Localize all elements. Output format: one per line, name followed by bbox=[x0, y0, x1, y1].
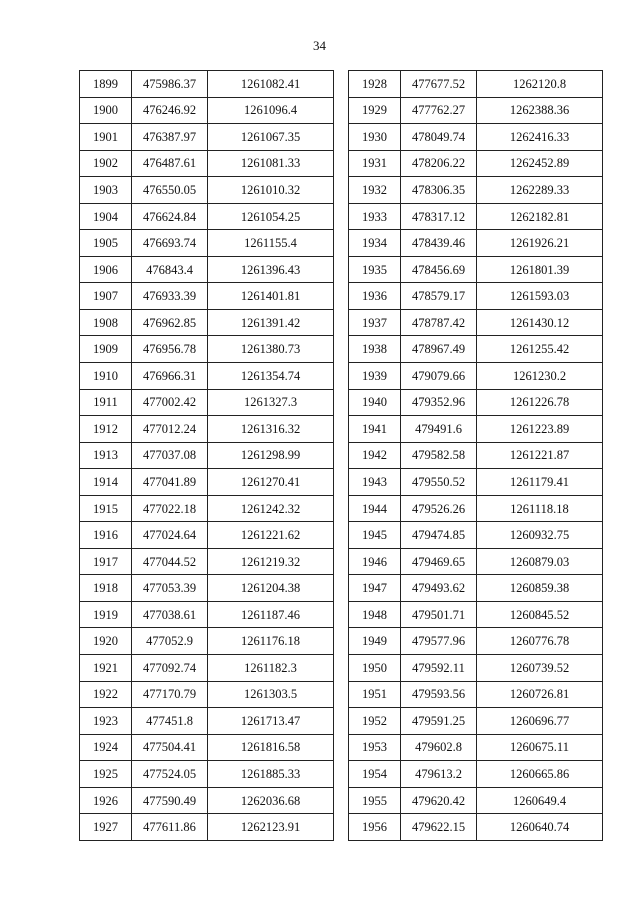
table-row bbox=[80, 495, 334, 522]
x-coordinate-cell: 476246.92 bbox=[132, 97, 208, 124]
x-coordinate-cell: 476387.97 bbox=[132, 124, 208, 151]
x-coordinate-cell: 479620.42 bbox=[401, 787, 477, 814]
x-coordinate-cell: 476624.84 bbox=[132, 203, 208, 230]
table-row bbox=[80, 177, 334, 204]
point-number-cell: 1927 bbox=[80, 814, 132, 841]
table-row bbox=[349, 389, 603, 416]
x-coordinate-cell: 477611.86 bbox=[132, 814, 208, 841]
table-row bbox=[80, 708, 334, 735]
y-coordinate-cell: 1261396.43 bbox=[208, 256, 334, 283]
point-number-cell: 1930 bbox=[349, 124, 401, 151]
table-row bbox=[80, 230, 334, 257]
y-coordinate-cell: 1260649.4 bbox=[477, 787, 603, 814]
table-row bbox=[349, 336, 603, 363]
point-number-cell: 1917 bbox=[80, 548, 132, 575]
table-row bbox=[349, 814, 603, 841]
point-number-cell: 1904 bbox=[80, 203, 132, 230]
table-row bbox=[349, 124, 603, 151]
point-number-cell: 1937 bbox=[349, 309, 401, 336]
x-coordinate-cell: 479613.2 bbox=[401, 761, 477, 788]
point-number-cell: 1921 bbox=[80, 655, 132, 682]
table-row bbox=[349, 734, 603, 761]
y-coordinate-cell: 1261713.47 bbox=[208, 708, 334, 735]
table-row bbox=[349, 150, 603, 177]
point-number-cell: 1939 bbox=[349, 363, 401, 390]
table-row bbox=[80, 363, 334, 390]
table-row bbox=[80, 389, 334, 416]
x-coordinate-cell: 479526.26 bbox=[401, 495, 477, 522]
table-row bbox=[80, 97, 334, 124]
point-number-cell: 1908 bbox=[80, 309, 132, 336]
y-coordinate-cell: 1261221.62 bbox=[208, 522, 334, 549]
point-number-cell: 1920 bbox=[80, 628, 132, 655]
y-coordinate-cell: 1261593.03 bbox=[477, 283, 603, 310]
y-coordinate-cell: 1261298.99 bbox=[208, 442, 334, 469]
x-coordinate-cell: 479622.15 bbox=[401, 814, 477, 841]
x-coordinate-cell: 479469.65 bbox=[401, 548, 477, 575]
point-number-cell: 1914 bbox=[80, 469, 132, 496]
point-number-cell: 1923 bbox=[80, 708, 132, 735]
point-number-cell: 1954 bbox=[349, 761, 401, 788]
table-row bbox=[349, 416, 603, 443]
x-coordinate-cell: 479577.96 bbox=[401, 628, 477, 655]
point-number-cell: 1935 bbox=[349, 256, 401, 283]
x-coordinate-cell: 476550.05 bbox=[132, 177, 208, 204]
y-coordinate-cell: 1261187.46 bbox=[208, 601, 334, 628]
point-number-cell: 1948 bbox=[349, 601, 401, 628]
y-coordinate-cell: 1261096.4 bbox=[208, 97, 334, 124]
table-row bbox=[349, 601, 603, 628]
x-coordinate-cell: 477002.42 bbox=[132, 389, 208, 416]
y-coordinate-cell: 1261316.32 bbox=[208, 416, 334, 443]
point-number-cell: 1918 bbox=[80, 575, 132, 602]
y-coordinate-cell: 1260665.86 bbox=[477, 761, 603, 788]
y-coordinate-cell: 1260776.78 bbox=[477, 628, 603, 655]
y-coordinate-cell: 1260879.03 bbox=[477, 548, 603, 575]
table-row bbox=[349, 522, 603, 549]
x-coordinate-cell: 479592.11 bbox=[401, 655, 477, 682]
point-number-cell: 1929 bbox=[349, 97, 401, 124]
x-coordinate-cell: 478306.35 bbox=[401, 177, 477, 204]
point-number-cell: 1946 bbox=[349, 548, 401, 575]
x-coordinate-cell: 477504.41 bbox=[132, 734, 208, 761]
table-row bbox=[80, 575, 334, 602]
y-coordinate-cell: 1261226.78 bbox=[477, 389, 603, 416]
x-coordinate-cell: 478049.74 bbox=[401, 124, 477, 151]
table-row bbox=[349, 787, 603, 814]
point-number-cell: 1912 bbox=[80, 416, 132, 443]
point-number-cell: 1952 bbox=[349, 708, 401, 735]
table-row bbox=[80, 601, 334, 628]
table-row bbox=[80, 628, 334, 655]
x-coordinate-cell: 479501.71 bbox=[401, 601, 477, 628]
coordinates-table-left bbox=[79, 70, 334, 841]
y-coordinate-cell: 1261327.3 bbox=[208, 389, 334, 416]
table-row bbox=[349, 681, 603, 708]
point-number-cell: 1910 bbox=[80, 363, 132, 390]
x-coordinate-cell: 479593.56 bbox=[401, 681, 477, 708]
point-number-cell: 1901 bbox=[80, 124, 132, 151]
table-row bbox=[349, 761, 603, 788]
y-coordinate-cell: 1261067.35 bbox=[208, 124, 334, 151]
point-number-cell: 1940 bbox=[349, 389, 401, 416]
x-coordinate-cell: 478439.46 bbox=[401, 230, 477, 257]
point-number-cell: 1900 bbox=[80, 97, 132, 124]
y-coordinate-cell: 1261155.4 bbox=[208, 230, 334, 257]
table-row bbox=[80, 309, 334, 336]
x-coordinate-cell: 477041.89 bbox=[132, 469, 208, 496]
table-row bbox=[349, 177, 603, 204]
x-coordinate-cell: 478206.22 bbox=[401, 150, 477, 177]
point-number-cell: 1915 bbox=[80, 495, 132, 522]
table-row bbox=[80, 442, 334, 469]
point-number-cell: 1944 bbox=[349, 495, 401, 522]
x-coordinate-cell: 476962.85 bbox=[132, 309, 208, 336]
point-number-cell: 1902 bbox=[80, 150, 132, 177]
x-coordinate-cell: 478317.12 bbox=[401, 203, 477, 230]
table-row bbox=[349, 708, 603, 735]
table-row bbox=[80, 548, 334, 575]
table-row bbox=[349, 628, 603, 655]
y-coordinate-cell: 1261391.42 bbox=[208, 309, 334, 336]
y-coordinate-cell: 1261380.73 bbox=[208, 336, 334, 363]
y-coordinate-cell: 1261816.58 bbox=[208, 734, 334, 761]
x-coordinate-cell: 479582.58 bbox=[401, 442, 477, 469]
x-coordinate-cell: 477037.08 bbox=[132, 442, 208, 469]
y-coordinate-cell: 1262036.68 bbox=[208, 787, 334, 814]
point-number-cell: 1928 bbox=[349, 71, 401, 98]
table-row bbox=[349, 363, 603, 390]
point-number-cell: 1947 bbox=[349, 575, 401, 602]
x-coordinate-cell: 476487.61 bbox=[132, 150, 208, 177]
point-number-cell: 1899 bbox=[80, 71, 132, 98]
x-coordinate-cell: 477170.79 bbox=[132, 681, 208, 708]
y-coordinate-cell: 1261221.87 bbox=[477, 442, 603, 469]
x-coordinate-cell: 478967.49 bbox=[401, 336, 477, 363]
table-row bbox=[80, 761, 334, 788]
table-row bbox=[349, 469, 603, 496]
x-coordinate-cell: 477024.64 bbox=[132, 522, 208, 549]
table-row bbox=[80, 416, 334, 443]
point-number-cell: 1945 bbox=[349, 522, 401, 549]
y-coordinate-cell: 1262289.33 bbox=[477, 177, 603, 204]
y-coordinate-cell: 1261118.18 bbox=[477, 495, 603, 522]
point-number-cell: 1949 bbox=[349, 628, 401, 655]
point-number-cell: 1951 bbox=[349, 681, 401, 708]
page-number: 34 bbox=[313, 38, 326, 53]
y-coordinate-cell: 1261179.41 bbox=[477, 469, 603, 496]
table-row bbox=[80, 256, 334, 283]
y-coordinate-cell: 1262123.91 bbox=[208, 814, 334, 841]
point-number-cell: 1934 bbox=[349, 230, 401, 257]
table-body bbox=[349, 71, 603, 841]
y-coordinate-cell: 1261270.41 bbox=[208, 469, 334, 496]
y-coordinate-cell: 1261082.41 bbox=[208, 71, 334, 98]
x-coordinate-cell: 477053.39 bbox=[132, 575, 208, 602]
y-coordinate-cell: 1261354.74 bbox=[208, 363, 334, 390]
x-coordinate-cell: 479550.52 bbox=[401, 469, 477, 496]
point-number-cell: 1916 bbox=[80, 522, 132, 549]
y-coordinate-cell: 1261926.21 bbox=[477, 230, 603, 257]
table-row bbox=[80, 681, 334, 708]
table-row bbox=[349, 309, 603, 336]
x-coordinate-cell: 479491.6 bbox=[401, 416, 477, 443]
point-number-cell: 1911 bbox=[80, 389, 132, 416]
x-coordinate-cell: 479079.66 bbox=[401, 363, 477, 390]
table-row bbox=[349, 283, 603, 310]
table-row bbox=[349, 442, 603, 469]
x-coordinate-cell: 477052.9 bbox=[132, 628, 208, 655]
y-coordinate-cell: 1261885.33 bbox=[208, 761, 334, 788]
point-number-cell: 1906 bbox=[80, 256, 132, 283]
point-number-cell: 1938 bbox=[349, 336, 401, 363]
y-coordinate-cell: 1261081.33 bbox=[208, 150, 334, 177]
y-coordinate-cell: 1262120.8 bbox=[477, 71, 603, 98]
y-coordinate-cell: 1260640.74 bbox=[477, 814, 603, 841]
table-body bbox=[80, 71, 334, 841]
x-coordinate-cell: 476966.31 bbox=[132, 363, 208, 390]
y-coordinate-cell: 1262416.33 bbox=[477, 124, 603, 151]
x-coordinate-cell: 475986.37 bbox=[132, 71, 208, 98]
table-row bbox=[80, 787, 334, 814]
y-coordinate-cell: 1261230.2 bbox=[477, 363, 603, 390]
y-coordinate-cell: 1261219.32 bbox=[208, 548, 334, 575]
table-row bbox=[349, 97, 603, 124]
table-row bbox=[80, 469, 334, 496]
point-number-cell: 1956 bbox=[349, 814, 401, 841]
x-coordinate-cell: 476933.39 bbox=[132, 283, 208, 310]
x-coordinate-cell: 477524.05 bbox=[132, 761, 208, 788]
point-number-cell: 1941 bbox=[349, 416, 401, 443]
point-number-cell: 1919 bbox=[80, 601, 132, 628]
y-coordinate-cell: 1260675.11 bbox=[477, 734, 603, 761]
point-number-cell: 1955 bbox=[349, 787, 401, 814]
y-coordinate-cell: 1261255.42 bbox=[477, 336, 603, 363]
table-row bbox=[349, 230, 603, 257]
x-coordinate-cell: 477092.74 bbox=[132, 655, 208, 682]
x-coordinate-cell: 477022.18 bbox=[132, 495, 208, 522]
point-number-cell: 1950 bbox=[349, 655, 401, 682]
y-coordinate-cell: 1261430.12 bbox=[477, 309, 603, 336]
point-number-cell: 1953 bbox=[349, 734, 401, 761]
y-coordinate-cell: 1262182.81 bbox=[477, 203, 603, 230]
point-number-cell: 1905 bbox=[80, 230, 132, 257]
y-coordinate-cell: 1261054.25 bbox=[208, 203, 334, 230]
table-row bbox=[80, 655, 334, 682]
table-row bbox=[349, 575, 603, 602]
y-coordinate-cell: 1261176.18 bbox=[208, 628, 334, 655]
y-coordinate-cell: 1260845.52 bbox=[477, 601, 603, 628]
point-number-cell: 1942 bbox=[349, 442, 401, 469]
point-number-cell: 1922 bbox=[80, 681, 132, 708]
x-coordinate-cell: 476843.4 bbox=[132, 256, 208, 283]
table-row bbox=[349, 495, 603, 522]
x-coordinate-cell: 479602.8 bbox=[401, 734, 477, 761]
point-number-cell: 1943 bbox=[349, 469, 401, 496]
table-row bbox=[80, 814, 334, 841]
x-coordinate-cell: 479352.96 bbox=[401, 389, 477, 416]
y-coordinate-cell: 1260726.81 bbox=[477, 681, 603, 708]
table-row bbox=[349, 203, 603, 230]
point-number-cell: 1907 bbox=[80, 283, 132, 310]
point-number-cell: 1903 bbox=[80, 177, 132, 204]
x-coordinate-cell: 479493.62 bbox=[401, 575, 477, 602]
point-number-cell: 1933 bbox=[349, 203, 401, 230]
table-row bbox=[80, 734, 334, 761]
y-coordinate-cell: 1261010.32 bbox=[208, 177, 334, 204]
y-coordinate-cell: 1260696.77 bbox=[477, 708, 603, 735]
point-number-cell: 1926 bbox=[80, 787, 132, 814]
point-number-cell: 1936 bbox=[349, 283, 401, 310]
table-row bbox=[80, 150, 334, 177]
x-coordinate-cell: 477762.27 bbox=[401, 97, 477, 124]
x-coordinate-cell: 477044.52 bbox=[132, 548, 208, 575]
point-number-cell: 1931 bbox=[349, 150, 401, 177]
y-coordinate-cell: 1261204.38 bbox=[208, 575, 334, 602]
y-coordinate-cell: 1261242.32 bbox=[208, 495, 334, 522]
x-coordinate-cell: 477012.24 bbox=[132, 416, 208, 443]
table-row bbox=[349, 71, 603, 98]
y-coordinate-cell: 1262388.36 bbox=[477, 97, 603, 124]
y-coordinate-cell: 1260739.52 bbox=[477, 655, 603, 682]
x-coordinate-cell: 477590.49 bbox=[132, 787, 208, 814]
y-coordinate-cell: 1260859.38 bbox=[477, 575, 603, 602]
x-coordinate-cell: 478579.17 bbox=[401, 283, 477, 310]
table-row bbox=[80, 124, 334, 151]
point-number-cell: 1909 bbox=[80, 336, 132, 363]
table-row bbox=[80, 522, 334, 549]
y-coordinate-cell: 1262452.89 bbox=[477, 150, 603, 177]
y-coordinate-cell: 1261401.81 bbox=[208, 283, 334, 310]
y-coordinate-cell: 1261801.39 bbox=[477, 256, 603, 283]
x-coordinate-cell: 477677.52 bbox=[401, 71, 477, 98]
x-coordinate-cell: 476693.74 bbox=[132, 230, 208, 257]
x-coordinate-cell: 479474.85 bbox=[401, 522, 477, 549]
point-number-cell: 1913 bbox=[80, 442, 132, 469]
table-row bbox=[80, 71, 334, 98]
x-coordinate-cell: 477451.8 bbox=[132, 708, 208, 735]
table-row bbox=[80, 283, 334, 310]
table-row bbox=[349, 655, 603, 682]
table-row bbox=[349, 256, 603, 283]
y-coordinate-cell: 1261303.5 bbox=[208, 681, 334, 708]
coordinates-table-right bbox=[348, 70, 603, 841]
point-number-cell: 1925 bbox=[80, 761, 132, 788]
table-row bbox=[349, 548, 603, 575]
y-coordinate-cell: 1261223.89 bbox=[477, 416, 603, 443]
x-coordinate-cell: 478787.42 bbox=[401, 309, 477, 336]
y-coordinate-cell: 1260932.75 bbox=[477, 522, 603, 549]
point-number-cell: 1924 bbox=[80, 734, 132, 761]
x-coordinate-cell: 479591.25 bbox=[401, 708, 477, 735]
x-coordinate-cell: 476956.78 bbox=[132, 336, 208, 363]
point-number-cell: 1932 bbox=[349, 177, 401, 204]
y-coordinate-cell: 1261182.3 bbox=[208, 655, 334, 682]
table-row bbox=[80, 203, 334, 230]
x-coordinate-cell: 478456.69 bbox=[401, 256, 477, 283]
table-row bbox=[80, 336, 334, 363]
x-coordinate-cell: 477038.61 bbox=[132, 601, 208, 628]
